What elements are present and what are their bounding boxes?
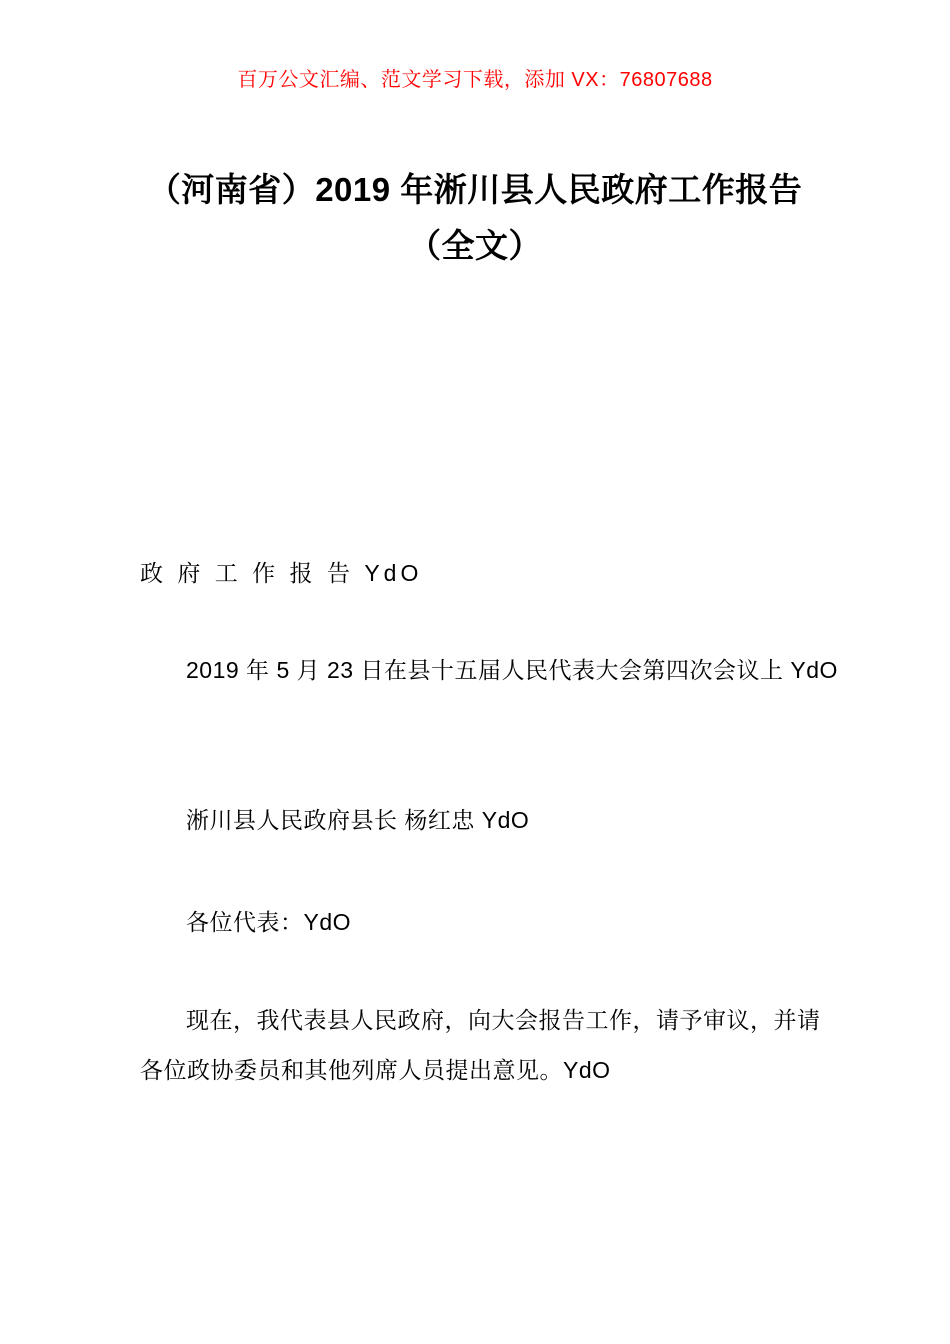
paragraph-meeting-date: 2019 年 5 月 23 日在县十五届人民代表大会第四次会议上 YdO	[186, 657, 838, 683]
page-title: （河南省）2019 年淅川县人民政府工作报告（全文）	[147, 171, 803, 265]
paragraph-opening: 现在，我代表县人民政府，向大会报告工作，请予审议，并请各位政协委员和其他列席人员提出意见。YdO	[140, 1007, 821, 1083]
watermark-promo-text: 百万公文汇编、范文学习下载，添加 VX：76807688	[237, 69, 713, 91]
paragraph-salutation: 各位代表：YdO	[186, 909, 352, 935]
paragraph-report-heading: 政 府 工 作 报 告 YdO	[140, 560, 423, 586]
paragraph-speaker: 淅川县人民政府县长 杨红忠 YdO	[186, 807, 530, 833]
